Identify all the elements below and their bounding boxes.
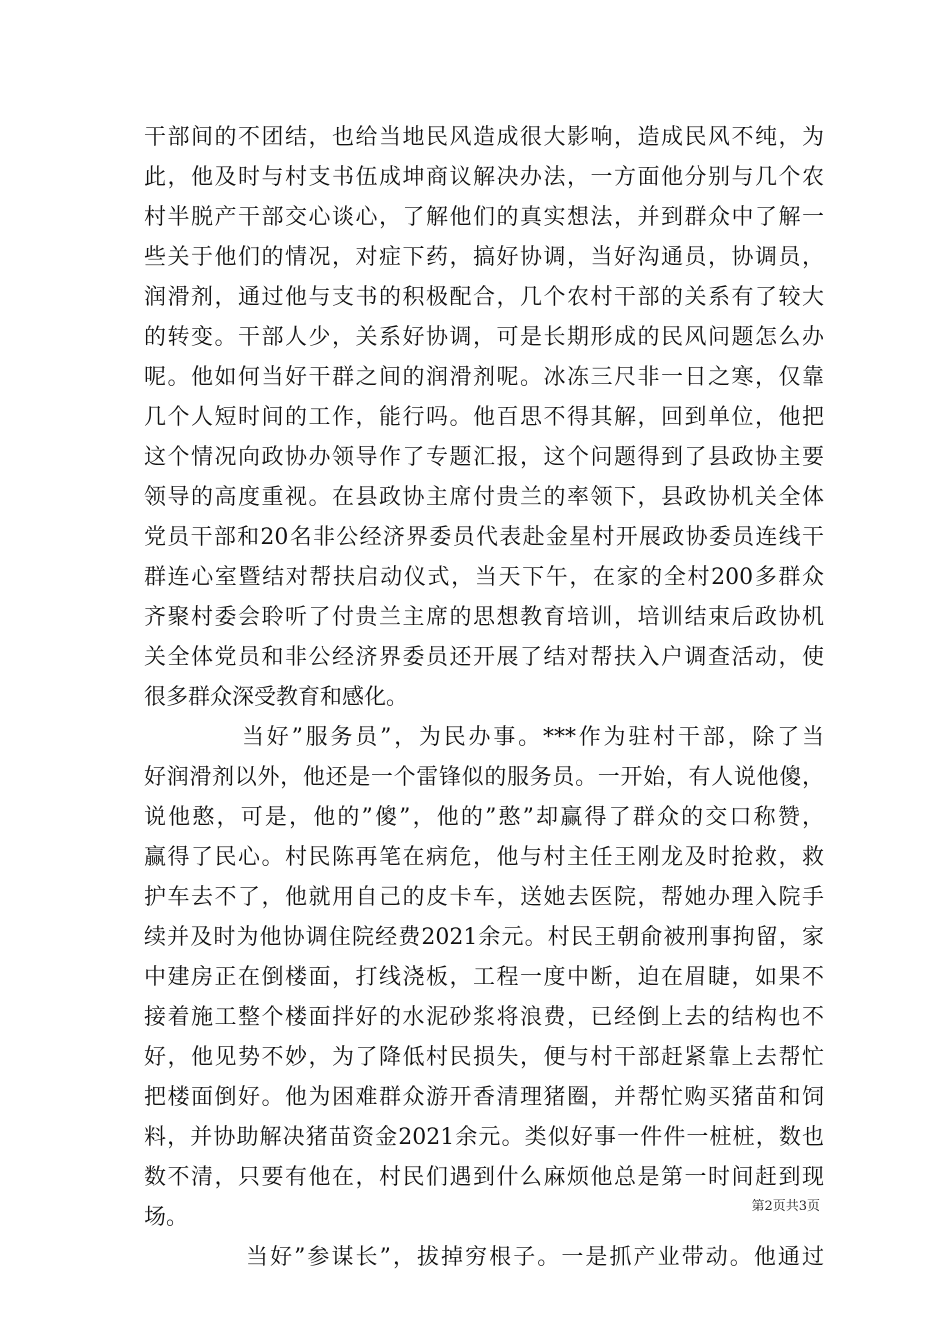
text-line: 把楼面倒好。他为困难群众游开香清理猪圈，并帮忙购买猪苗和饲: [144, 1085, 824, 1110]
text-line: 好，他见势不妙，为了降低村民损失，便与村干部赶紧靠上去帮忙: [144, 1045, 824, 1070]
text-line: 关全体党员和非公经济界委员还开展了结对帮扶入户调查活动，使: [144, 645, 824, 670]
paragraph-start-line: 当好”服务员”，为民办事。***作为驻村干部，除了当: [242, 725, 824, 750]
text-line: 些关于他们的情况，对症下药，搞好协调，当好沟通员，协调员，: [144, 245, 824, 270]
text-line: 中建房正在倒楼面，打线浇板，工程一度中断，迫在眉睫，如果不: [144, 965, 824, 990]
text-line: 润滑剂，通过他与支书的积极配合，几个农村干部的关系有了较大: [144, 285, 824, 310]
text-line: 赢得了民心。村民陈再笔在病危，他与村主任王刚龙及时抢救，救: [144, 845, 824, 870]
text-line: 场。: [144, 1205, 189, 1230]
text-line: 很多群众深受教育和感化。: [144, 685, 409, 710]
text-line: 村半脱产干部交心谈心，了解他们的真实想法，并到群众中了解一: [144, 205, 824, 230]
text-line: 料，并协助解决猪苗资金2021余元。类似好事一件件一桩桩，数也: [144, 1125, 824, 1150]
text-line: 护车去不了，他就用自己的皮卡车，送她去医院，帮她办理入院手: [144, 885, 824, 910]
text-line: 齐聚村委会聆听了付贵兰主席的思想教育培训，培训结束后政协机: [144, 605, 824, 630]
paragraph-start-line: 当好”参谋长”，拔掉穷根子。一是抓产业带动。他通过: [246, 1245, 824, 1270]
text-line: 领导的高度重视。在县政协主席付贵兰的率领下，县政协机关全体: [144, 485, 824, 510]
text-line: 呢。他如何当好干群之间的润滑剂呢。冰冻三尺非一日之寒，仅靠: [144, 365, 824, 390]
text-line: 接着施工整个楼面拌好的水泥砂浆将浪费，已经倒上去的结构也不: [144, 1005, 824, 1030]
text-line: 好润滑剂以外，他还是一个雷锋似的服务员。一开始，有人说他傻，: [144, 765, 824, 790]
text-line: 干部间的不团结，也给当地民风造成很大影响，造成民风不纯，为: [144, 125, 824, 150]
text-line: 群连心室暨结对帮扶启动仪式，当天下午，在家的全村200多群众: [144, 565, 824, 590]
text-line: 的转变。干部人少，关系好协调，可是长期形成的民风问题怎么办: [144, 325, 824, 350]
text-line: 几个人短时间的工作，能行吗。他百思不得其解，回到单位，他把: [144, 405, 824, 430]
text-line: 党员干部和20名非公经济界委员代表赴金星村开展政协委员连线干: [144, 525, 824, 550]
text-line: 续并及时为他协调住院经费2021余元。村民王朝俞被刑事拘留，家: [144, 925, 824, 950]
page-number: 第2页共3页: [751, 1199, 820, 1214]
text-line: 此，他及时与村支书伍成坤商议解决办法，一方面他分别与几个农: [144, 165, 824, 190]
text-line: 说他憨，可是，他的”傻”，他的”憨”却赢得了群众的交口称赞，: [144, 805, 824, 830]
text-line: 这个情况向政协办领导作了专题汇报，这个问题得到了县政协主要: [144, 445, 824, 470]
text-line: 数不清，只要有他在，村民们遇到什么麻烦他总是第一时间赶到现: [144, 1165, 824, 1190]
body-text: [144, 118, 824, 1278]
